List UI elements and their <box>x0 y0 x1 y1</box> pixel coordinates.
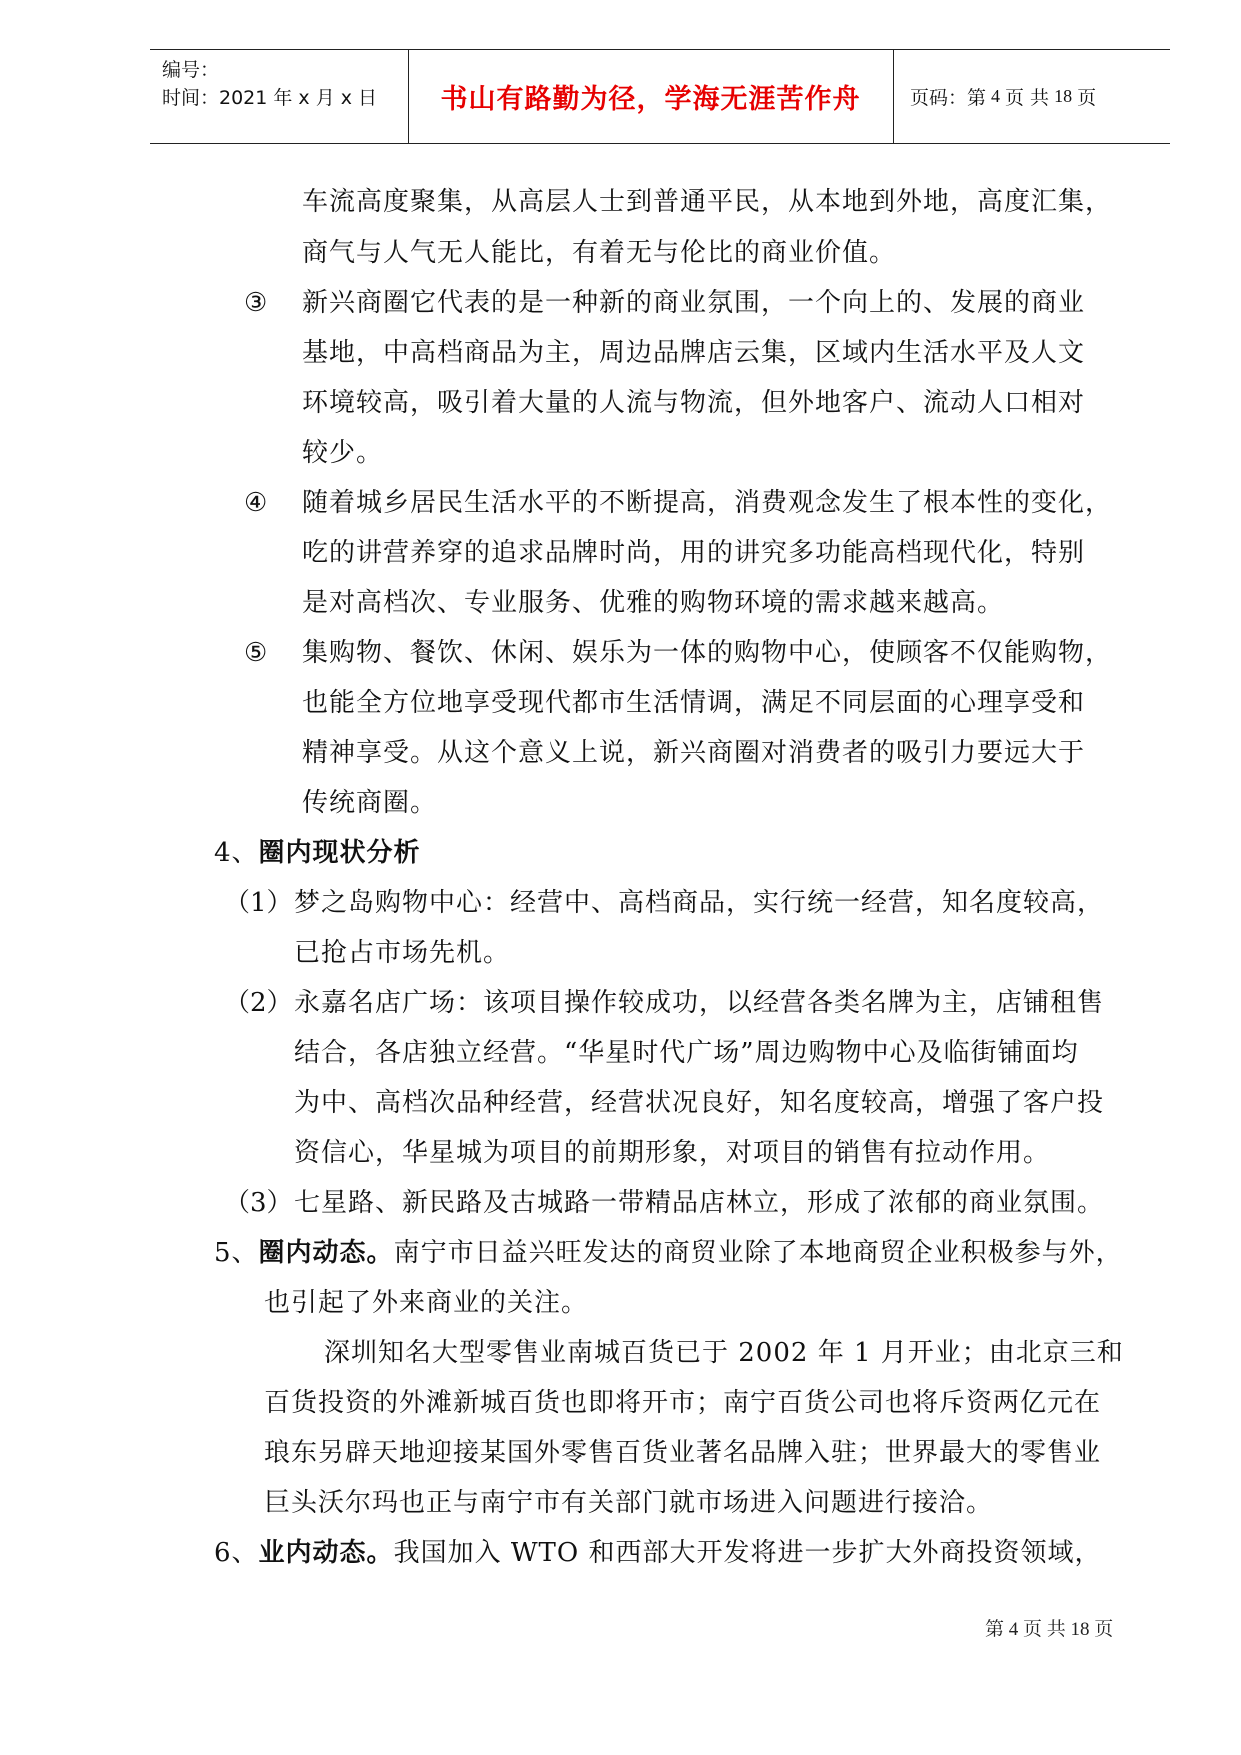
text-line: 吃的讲营养穿的追求品牌时尚，用的讲究多功能高档现代化，特别 <box>302 538 1086 568</box>
text-line: 新兴商圈它代表的是一种新的商业氛围，一个向上的、发展的商业 <box>302 288 1086 318</box>
section-title: 圈内动态。 <box>258 1238 394 1268</box>
text-line: 是对高档次、专业服务、优雅的购物环境的需求越来越高。 <box>302 588 1005 618</box>
section-text: 我国加入 WTO 和西部大开发将进一步扩大外商投资领域， <box>393 1538 1102 1568</box>
text-line: 深圳知名大型零售业南城百货已于 2002 年 1 月开业；由北京三和 <box>324 1338 1124 1368</box>
text-line: 也引起了外来商业的关注。 <box>264 1288 589 1318</box>
section-number: 5、 <box>214 1238 259 1268</box>
text-line: 也能全方位地享受现代都市生活情调，满足不同层面的心理享受和 <box>302 688 1086 718</box>
page-prefix: 页码：第 <box>910 87 987 109</box>
page-suffix: 页 <box>1077 87 1097 109</box>
document-number-label: 编号： <box>162 59 220 81</box>
text-line: 商气与人气无人能比，有着无与伦比的商业价值。 <box>302 238 897 268</box>
section-heading <box>214 836 421 870</box>
list-marker: ⑤ <box>244 638 268 668</box>
section-title: 业内动态。 <box>258 1538 394 1568</box>
text-line: 永嘉名店广场：该项目操作较成功，以经营各类名牌为主，店铺租售 <box>294 988 1105 1018</box>
text-line: 琅东另辟天地迎接某国外零售百货业著名品牌入驻；世界最大的零售业 <box>264 1438 1102 1468</box>
page-footer: 第 4 页 共 18 页 <box>985 1619 1114 1640</box>
text-line: 资信心，华星城为项目的前期形象，对项目的销售有拉动作用。 <box>294 1138 1051 1168</box>
section-number: 4、 <box>214 838 259 868</box>
page-total: 18 <box>1054 86 1073 106</box>
section-heading <box>214 1536 1101 1570</box>
text-line: 已抢占市场先机。 <box>294 938 511 968</box>
text-line: 环境较高，吸引着大量的人流与物流，但外地客户、流动人口相对 <box>302 388 1086 418</box>
list-marker: （1） <box>224 888 293 918</box>
text-line: 集购物、餐饮、休闲、娱乐为一体的购物中心，使顾客不仅能购物， <box>302 638 1113 668</box>
text-line: 精神享受。从这个意义上说，新兴商圈对消费者的吸引力要远大于 <box>302 738 1086 768</box>
header-page-number <box>910 50 1096 143</box>
header-divider <box>893 50 894 143</box>
list-marker: ④ <box>244 488 268 518</box>
section-number: 6、 <box>214 1538 259 1568</box>
page-header <box>150 49 1170 144</box>
text-line: 梦之岛购物中心：经营中、高档商品，实行统一经营，知名度较高， <box>294 888 1105 918</box>
text-line: 基地，中高档商品为主，周边品牌店云集，区域内生活水平及人文 <box>302 338 1086 368</box>
section-title: 圈内现状分析 <box>258 838 421 868</box>
header-motto: 书山有路勤为径，学海无涯苦作舟 <box>440 84 861 115</box>
section-text: 南宁市日益兴旺发达的商贸业除了本地商贸企业积极参与外， <box>393 1238 1123 1268</box>
list-marker: （2） <box>224 988 293 1018</box>
text-line: 为中、高档次品种经营，经营状况良好，知名度较高，增强了客户投 <box>294 1088 1105 1118</box>
list-marker: （3） <box>224 1188 293 1218</box>
list-marker: ③ <box>244 288 268 318</box>
text-line: 结合，各店独立经营。“华星时代广场”周边购物中心及临街铺面均 <box>294 1038 1079 1068</box>
page-current: 4 <box>991 86 1001 106</box>
text-line: 传统商圈。 <box>302 788 438 818</box>
text-line: 车流高度聚集，从高层人士到普通平民，从本地到外地，高度汇集， <box>302 187 1113 217</box>
text-line: 百货投资的外滩新城百货也即将开市；南宁百货公司也将斥资两亿元在 <box>264 1388 1102 1418</box>
document-time: 时间：2021 年 x 月 x 日 <box>162 87 378 109</box>
text-line: 七星路、新民路及古城路一带精品店林立，形成了浓郁的商业氛围。 <box>294 1188 1105 1218</box>
text-line: 随着城乡居民生活水平的不断提高，消费观念发生了根本性的变化， <box>302 488 1113 518</box>
text-line: 较少。 <box>302 438 384 468</box>
section-heading <box>214 1236 1123 1270</box>
header-meta <box>162 56 402 112</box>
text-line: 巨头沃尔玛也正与南宁市有关部门就市场进入问题进行接洽。 <box>264 1488 994 1518</box>
page-mid: 页 共 <box>1005 87 1050 109</box>
